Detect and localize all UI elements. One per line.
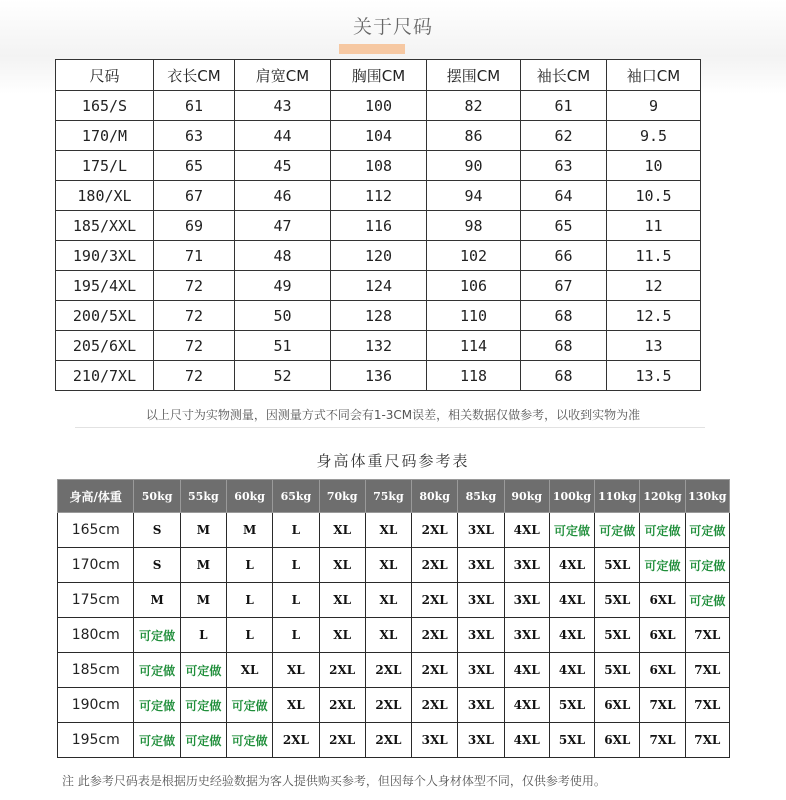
size-table-row — [56, 331, 701, 361]
measurement-cell: 72 — [154, 271, 235, 301]
measurement-cell: 13 — [607, 331, 701, 361]
recommended-size-cell: 5XL — [595, 653, 640, 688]
measurement-cell: 66 — [521, 241, 607, 271]
measurement-cell: 68 — [521, 301, 607, 331]
size-table-row — [56, 211, 701, 241]
recommended-size-cell: XL — [319, 513, 365, 548]
measurement-cell: 106 — [427, 271, 521, 301]
recommended-size-cell: 7XL — [685, 723, 729, 758]
recommended-size-cell: 3XL — [504, 618, 549, 653]
height-label-cell: 190cm — [58, 688, 134, 723]
measurement-cell: 72 — [154, 361, 235, 391]
recommended-size-cell: M — [180, 583, 226, 618]
measurement-cell: 11.5 — [607, 241, 701, 271]
custom-order-cell: 可定做 — [549, 513, 594, 548]
size-table-row — [56, 271, 701, 301]
custom-order-cell: 可定做 — [134, 688, 180, 723]
measurement-cell: 63 — [521, 151, 607, 181]
measurement-cell: 50 — [235, 301, 331, 331]
size-table-row — [56, 181, 701, 211]
measurement-cell: 102 — [427, 241, 521, 271]
weight-header-cell: 50kg — [134, 480, 180, 513]
measurement-cell: 67 — [521, 271, 607, 301]
measurement-cell: 67 — [154, 181, 235, 211]
weight-header-cell: 60kg — [226, 480, 272, 513]
recommended-size-cell: 2XL — [319, 688, 365, 723]
recommended-size-cell: XL — [365, 513, 411, 548]
measurement-cell: 132 — [331, 331, 427, 361]
height-row — [58, 513, 730, 548]
weight-header-cell: 55kg — [180, 480, 226, 513]
height-row — [58, 723, 730, 758]
recommended-size-cell: 5XL — [549, 688, 594, 723]
size-label-cell: 195/4XL — [56, 271, 154, 301]
measurement-cell: 51 — [235, 331, 331, 361]
recommended-size-cell: XL — [365, 583, 411, 618]
measurement-cell: 61 — [154, 91, 235, 121]
measurement-cell: 124 — [331, 271, 427, 301]
measurement-cell: 90 — [427, 151, 521, 181]
custom-order-cell: 可定做 — [595, 513, 640, 548]
custom-order-cell: 可定做 — [180, 723, 226, 758]
custom-order-cell: 可定做 — [685, 513, 729, 548]
custom-order-cell: 可定做 — [180, 653, 226, 688]
measurement-cell: 46 — [235, 181, 331, 211]
recommended-size-cell: L — [226, 583, 272, 618]
measurement-cell: 110 — [427, 301, 521, 331]
recommended-size-cell: 5XL — [595, 548, 640, 583]
size-table-row — [56, 361, 701, 391]
recommended-size-cell: 4XL — [549, 653, 594, 688]
height-label-cell: 195cm — [58, 723, 134, 758]
size-table-header-cell: 肩宽CM — [235, 60, 331, 91]
recommended-size-cell: 3XL — [458, 513, 504, 548]
recommended-size-cell: 6XL — [640, 618, 685, 653]
measurement-cell: 94 — [427, 181, 521, 211]
height-row — [58, 548, 730, 583]
height-weight-corner-cell: 身高/体重 — [58, 480, 134, 513]
custom-order-cell: 可定做 — [685, 583, 729, 618]
recommended-size-cell: XL — [226, 653, 272, 688]
custom-order-cell: 可定做 — [134, 653, 180, 688]
section-divider — [75, 427, 705, 428]
measurement-cell: 104 — [331, 121, 427, 151]
measurement-cell: 63 — [154, 121, 235, 151]
measurement-cell: 45 — [235, 151, 331, 181]
reference-note: 注 此参考尺码表是根据历史经验数据为客人提供购买参考，但因每个人身材体型不同，仅供参考使用。 — [62, 774, 606, 788]
recommended-size-cell: XL — [365, 548, 411, 583]
height-label-cell: 170cm — [58, 548, 134, 583]
size-table-row — [56, 241, 701, 271]
size-label-cell: 170/M — [56, 121, 154, 151]
recommended-size-cell: 3XL — [458, 723, 504, 758]
recommended-size-cell: 4XL — [504, 513, 549, 548]
recommended-size-cell: 2XL — [412, 618, 458, 653]
height-row — [58, 618, 730, 653]
recommended-size-cell: 2XL — [412, 583, 458, 618]
size-table-header-cell: 衣长CM — [154, 60, 235, 91]
recommended-size-cell: L — [273, 583, 319, 618]
recommended-size-cell: L — [273, 618, 319, 653]
measurement-cell: 9.5 — [607, 121, 701, 151]
measurement-cell: 43 — [235, 91, 331, 121]
size-label-cell: 200/5XL — [56, 301, 154, 331]
recommended-size-cell: 3XL — [458, 548, 504, 583]
measurement-cell: 65 — [154, 151, 235, 181]
weight-header-row — [58, 480, 730, 513]
size-label-cell: 185/XXL — [56, 211, 154, 241]
recommended-size-cell: XL — [319, 548, 365, 583]
measurement-cell: 11 — [607, 211, 701, 241]
recommended-size-cell: M — [180, 548, 226, 583]
recommended-size-cell: M — [180, 513, 226, 548]
measurement-note: 以上尺寸为实物测量，因测量方式不同会有1-3CM误差，相关数据仅做参考，以收到实物为准 — [145, 408, 641, 422]
measurement-cell: 112 — [331, 181, 427, 211]
size-table-header-cell: 摆围CM — [427, 60, 521, 91]
recommended-size-cell: L — [226, 618, 272, 653]
recommended-size-cell: 4XL — [549, 583, 594, 618]
weight-header-cell: 90kg — [504, 480, 549, 513]
recommended-size-cell: XL — [273, 653, 319, 688]
height-row — [58, 653, 730, 688]
recommended-size-cell: 2XL — [365, 653, 411, 688]
recommended-size-cell: 5XL — [595, 618, 640, 653]
measurement-cell: 49 — [235, 271, 331, 301]
size-label-cell: 205/6XL — [56, 331, 154, 361]
recommended-size-cell: 3XL — [504, 583, 549, 618]
size-table-header-cell: 袖口CM — [607, 60, 701, 91]
recommended-size-cell: 6XL — [595, 688, 640, 723]
recommended-size-cell: 2XL — [412, 688, 458, 723]
measurement-cell: 12.5 — [607, 301, 701, 331]
custom-order-cell: 可定做 — [134, 723, 180, 758]
recommended-size-cell: L — [273, 548, 319, 583]
recommended-size-cell: 2XL — [319, 723, 365, 758]
weight-header-cell: 110kg — [595, 480, 640, 513]
measurement-cell: 128 — [331, 301, 427, 331]
recommended-size-cell: 7XL — [685, 688, 729, 723]
recommended-size-cell: 2XL — [412, 548, 458, 583]
measurement-cell: 48 — [235, 241, 331, 271]
recommended-size-cell: 2XL — [412, 513, 458, 548]
measurement-cell: 68 — [521, 331, 607, 361]
size-table-row — [56, 151, 701, 181]
weight-header-cell: 100kg — [549, 480, 594, 513]
recommended-size-cell: 3XL — [504, 548, 549, 583]
size-label-cell: 165/S — [56, 91, 154, 121]
recommended-size-cell: 5XL — [549, 723, 594, 758]
recommended-size-cell: XL — [365, 618, 411, 653]
title-accent-bar — [339, 44, 405, 54]
custom-order-cell: 可定做 — [226, 723, 272, 758]
recommended-size-cell: 2XL — [412, 653, 458, 688]
weight-header-cell: 80kg — [412, 480, 458, 513]
custom-order-cell: 可定做 — [226, 688, 272, 723]
recommended-size-cell: 4XL — [549, 618, 594, 653]
recommended-size-cell: 2XL — [319, 653, 365, 688]
measurement-cell: 9 — [607, 91, 701, 121]
size-table-row — [56, 91, 701, 121]
height-row — [58, 583, 730, 618]
height-row — [58, 688, 730, 723]
size-measurement-table — [55, 59, 701, 391]
measurement-cell: 118 — [427, 361, 521, 391]
measurement-cell: 65 — [521, 211, 607, 241]
height-label-cell: 185cm — [58, 653, 134, 688]
measurement-cell: 98 — [427, 211, 521, 241]
recommended-size-cell: 6XL — [595, 723, 640, 758]
recommended-size-cell: 2XL — [365, 723, 411, 758]
height-weight-size-table — [57, 479, 730, 758]
custom-order-cell: 可定做 — [180, 688, 226, 723]
recommended-size-cell: XL — [319, 618, 365, 653]
custom-order-cell: 可定做 — [640, 513, 685, 548]
size-table-header-cell: 胸围CM — [331, 60, 427, 91]
recommended-size-cell: 7XL — [685, 618, 729, 653]
size-section-title: 关于尺码 — [352, 16, 433, 38]
recommended-size-cell: L — [180, 618, 226, 653]
size-label-cell: 210/7XL — [56, 361, 154, 391]
measurement-cell: 64 — [521, 181, 607, 211]
measurement-cell: 108 — [331, 151, 427, 181]
recommended-size-cell: 5XL — [595, 583, 640, 618]
measurement-cell: 10 — [607, 151, 701, 181]
weight-header-cell: 70kg — [319, 480, 365, 513]
size-label-cell: 175/L — [56, 151, 154, 181]
recommended-size-cell: 7XL — [640, 723, 685, 758]
measurement-cell: 72 — [154, 331, 235, 361]
measurement-cell: 10.5 — [607, 181, 701, 211]
recommended-size-cell: 4XL — [549, 548, 594, 583]
custom-order-cell: 可定做 — [685, 548, 729, 583]
recommended-size-cell: 4XL — [504, 653, 549, 688]
recommended-size-cell: 3XL — [458, 688, 504, 723]
recommended-size-cell: M — [226, 513, 272, 548]
measurement-cell: 12 — [607, 271, 701, 301]
measurement-cell: 52 — [235, 361, 331, 391]
measurement-cell: 114 — [427, 331, 521, 361]
weight-header-cell: 130kg — [685, 480, 729, 513]
measurement-cell: 100 — [331, 91, 427, 121]
measurement-cell: 82 — [427, 91, 521, 121]
size-table-header-row — [56, 60, 701, 91]
height-label-cell: 175cm — [58, 583, 134, 618]
measurement-cell: 62 — [521, 121, 607, 151]
measurement-cell: 68 — [521, 361, 607, 391]
recommended-size-cell: L — [273, 513, 319, 548]
measurement-cell: 136 — [331, 361, 427, 391]
size-table-header-cell: 袖长CM — [521, 60, 607, 91]
measurement-cell: 61 — [521, 91, 607, 121]
recommended-size-cell: 3XL — [458, 653, 504, 688]
recommended-size-cell: 4XL — [504, 723, 549, 758]
measurement-cell: 120 — [331, 241, 427, 271]
measurement-cell: 116 — [331, 211, 427, 241]
recommended-size-cell: 2XL — [273, 723, 319, 758]
recommended-size-cell: L — [226, 548, 272, 583]
recommended-size-cell: XL — [273, 688, 319, 723]
weight-header-cell: 85kg — [458, 480, 504, 513]
weight-header-cell: 120kg — [640, 480, 685, 513]
recommended-size-cell: S — [134, 548, 180, 583]
height-weight-table-title: 身高体重尺码参考表 — [316, 452, 470, 470]
recommended-size-cell: S — [134, 513, 180, 548]
recommended-size-cell: 3XL — [458, 618, 504, 653]
size-label-cell: 190/3XL — [56, 241, 154, 271]
measurement-cell: 86 — [427, 121, 521, 151]
weight-header-cell: 65kg — [273, 480, 319, 513]
recommended-size-cell: 3XL — [458, 583, 504, 618]
custom-order-cell: 可定做 — [640, 548, 685, 583]
recommended-size-cell: 2XL — [365, 688, 411, 723]
measurement-cell: 69 — [154, 211, 235, 241]
height-label-cell: 180cm — [58, 618, 134, 653]
recommended-size-cell: 6XL — [640, 583, 685, 618]
size-table-row — [56, 121, 701, 151]
size-table-header-cell: 尺码 — [56, 60, 154, 91]
recommended-size-cell: 4XL — [504, 688, 549, 723]
recommended-size-cell: 3XL — [412, 723, 458, 758]
recommended-size-cell: 6XL — [640, 653, 685, 688]
measurement-cell: 71 — [154, 241, 235, 271]
measurement-cell: 44 — [235, 121, 331, 151]
custom-order-cell: 可定做 — [134, 618, 180, 653]
height-label-cell: 165cm — [58, 513, 134, 548]
recommended-size-cell: 7XL — [640, 688, 685, 723]
recommended-size-cell: 7XL — [685, 653, 729, 688]
weight-header-cell: 75kg — [365, 480, 411, 513]
measurement-cell: 13.5 — [607, 361, 701, 391]
size-table-row — [56, 301, 701, 331]
measurement-cell: 47 — [235, 211, 331, 241]
recommended-size-cell: M — [134, 583, 180, 618]
measurement-cell: 72 — [154, 301, 235, 331]
size-label-cell: 180/XL — [56, 181, 154, 211]
recommended-size-cell: XL — [319, 583, 365, 618]
